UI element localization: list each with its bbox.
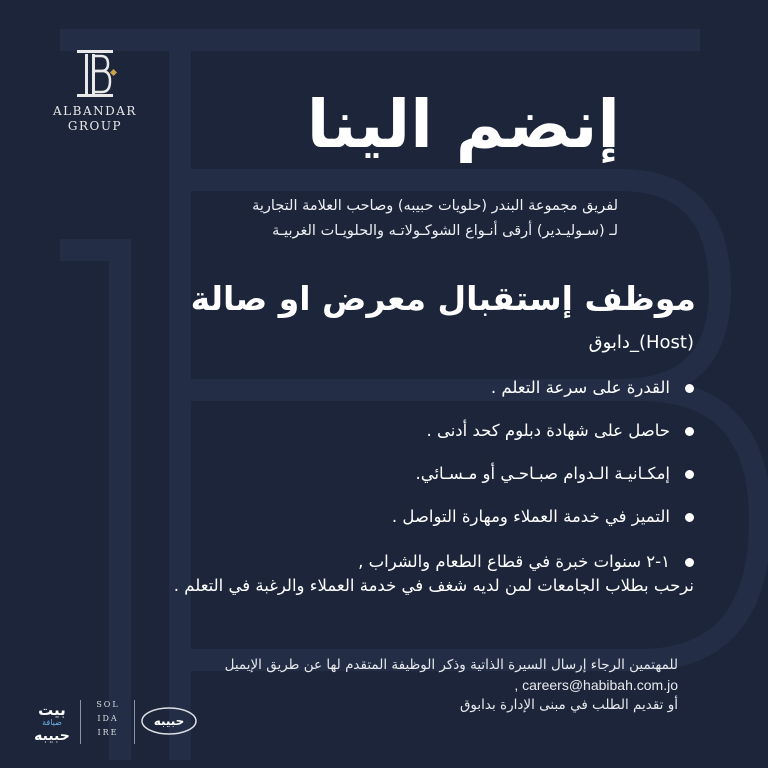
job-title: موظف إستقبال معرض او صالة xyxy=(190,279,696,318)
logo-line2: GROUP xyxy=(67,119,123,133)
requirement-item xyxy=(56,550,696,598)
solidaire-line2: IDA xyxy=(97,714,119,723)
contact-email[interactable]: careers@habibah.com.jo , xyxy=(514,677,678,693)
requirement-item: حاصل على شهادة دبلوم كحد أدنى . xyxy=(56,419,696,443)
logo-divider xyxy=(134,700,135,744)
intro-text xyxy=(252,194,618,244)
requirement-line1: ١-٢ سنوات خبرة في قطاع الطعام والشراب , xyxy=(358,552,670,571)
requirements-list xyxy=(56,376,696,598)
bait-mid: ضيافة xyxy=(42,718,62,727)
albandar-monogram-icon xyxy=(73,48,117,100)
requirement-item: التميز في خدمة العملاء ومهارة التواصل . xyxy=(56,505,696,529)
bait-top: بيت xyxy=(38,701,66,719)
intro-line1: لفريق مجموعة البندر (حلويات حبيبه) وصاحب العلامة التجارية xyxy=(252,198,618,214)
contact-line1: للمهتمين الرجاء إرسال السيرة الذاتية وذكر الوظيفة المتقدم لها عن طريق الإيميل xyxy=(224,657,678,673)
habibah-logo-icon xyxy=(140,706,198,736)
job-subtitle: (Host)_دابوق xyxy=(588,332,694,353)
headline: إنضم الينا xyxy=(306,86,620,163)
requirement-line2: نرحب بطلاب الجامعات لمن لديه شغف في خدمة العملاء والرغبة في التعلم . xyxy=(173,576,694,595)
solidaire-logo xyxy=(86,698,130,746)
bait-bottom: حبيبه xyxy=(34,728,70,744)
contact-info xyxy=(225,655,678,715)
contact-line3: أو تقديم الطلب في مبنى الإدارة بدابوق xyxy=(459,697,678,713)
logo-line1: ALBANDAR xyxy=(53,104,137,118)
bait-habibah-logo xyxy=(28,698,76,746)
habibah-logo-text: حبيبه xyxy=(153,714,185,728)
solidaire-line1: SOL xyxy=(96,700,120,709)
requirement-item: القدرة على سرعة التعلم . xyxy=(56,376,696,400)
logo-divider xyxy=(80,700,81,744)
albandar-logo xyxy=(40,48,150,134)
intro-line2: لـ (سـوليـدير) أرقى أنـواع الشوكـولاتـه والحلويـات الغربيـة xyxy=(272,223,618,239)
requirement-item: إمكـانيـة الـدوام صبـاحـي أو مـسـائي. xyxy=(56,462,696,486)
solidaire-line3: IRE xyxy=(97,728,119,737)
